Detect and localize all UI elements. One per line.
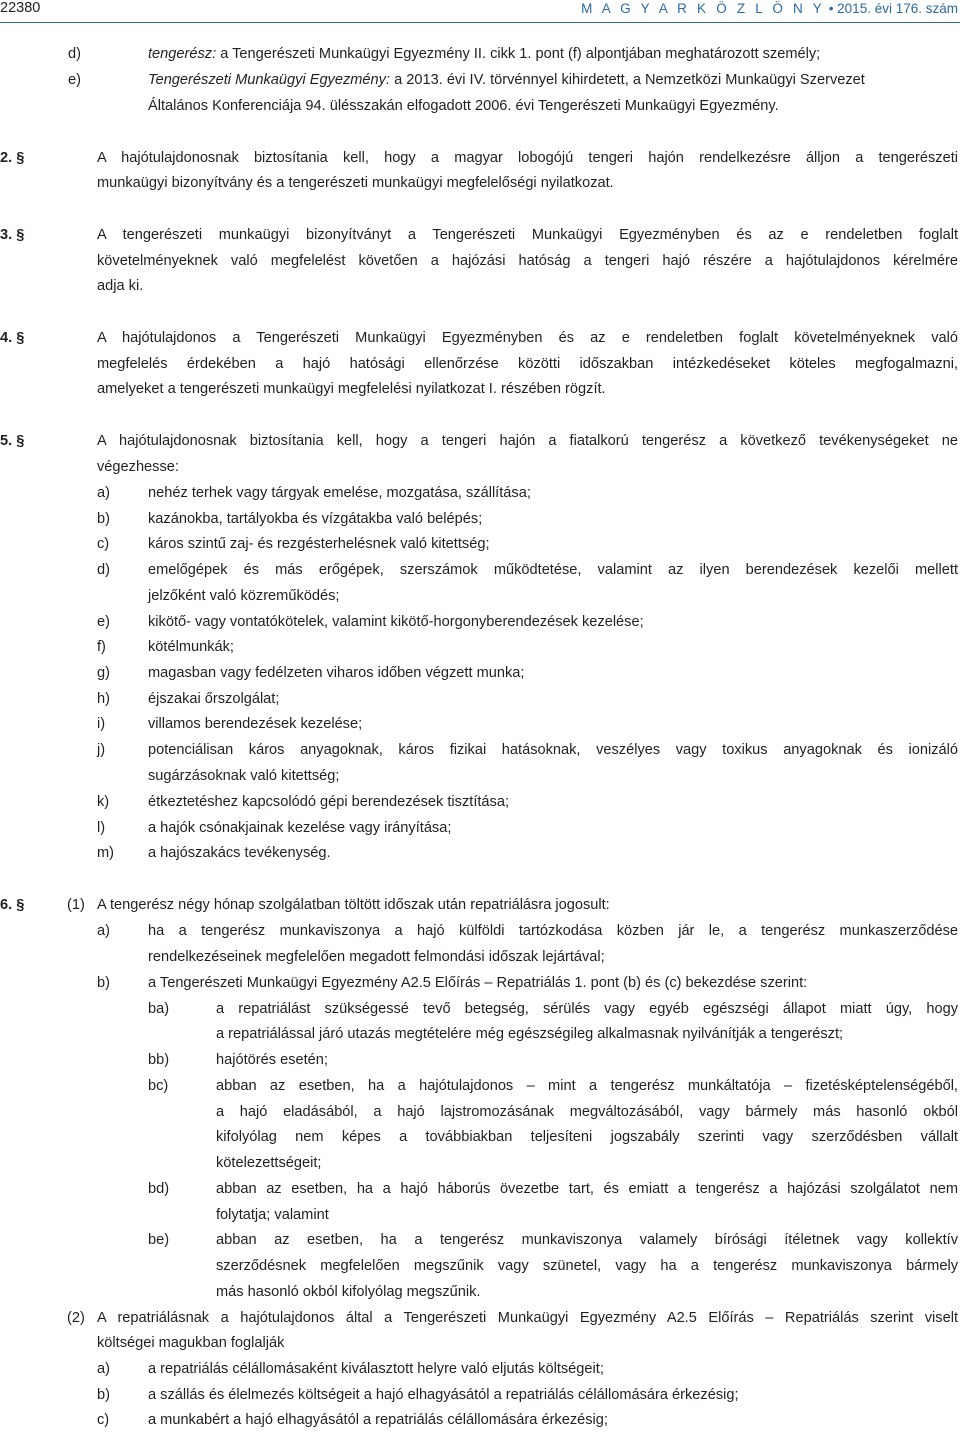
s6-bb-text: hajótörés esetén; xyxy=(216,1052,328,1068)
s5-item-i-label: i) xyxy=(97,716,106,732)
page-header xyxy=(0,0,960,22)
s6-p2-a-label: a) xyxy=(97,1361,110,1377)
s6-bb-label: bb) xyxy=(148,1052,170,1068)
section-3-line2: követelményeknek való megfelelést követően a hajózási hatóság a tengeri hajó részére a hajótulajdonos kérelmére xyxy=(97,253,958,269)
s5-item-e-text: kikötő- vagy vontatókötelek, valamint kikötő-horgonyberendezések kezelése; xyxy=(148,614,644,630)
s5-item-a-text: nehéz terhek vagy tárgyak emelése, mozgatása, szállítása; xyxy=(148,485,531,501)
def-e-label: e) xyxy=(68,72,81,88)
section-5-number: 5. § xyxy=(0,433,25,449)
page-number: 22380 xyxy=(0,0,41,16)
def-e-line2: Általános Konferenciája 94. ülésszakán elfogadott 2006. évi Tengerészeti Munkaügyi Egyezmény. xyxy=(148,98,779,114)
section-4-line2: megfelelés érdekében a hajó hatósági ellenőrzése közötti időszakban intézkedéseket köteles megfogalmazni, xyxy=(97,356,958,372)
s6-a-label: a) xyxy=(97,923,110,939)
s6-ba-label: ba) xyxy=(148,1001,170,1017)
s5-item-h-text: éjszakai őrszolgálat; xyxy=(148,691,280,707)
s5-item-d-label: d) xyxy=(97,562,110,578)
s5-item-j-label: j) xyxy=(97,742,106,758)
section-3-line1: A tengerészeti munkaügyi bizonyítványt a Tengerészeti Munkaügyi Egyezményben és az e rendeletben foglalt xyxy=(97,227,958,243)
s5-item-k-label: k) xyxy=(97,794,110,810)
s6-p2-line2: költségei magukban foglalják xyxy=(97,1335,285,1351)
s5-item-j-text: potenciálisan káros anyagoknak, káros fizikai hatásoknak, veszélyes vagy toxikus anyagoknak és ionizáló xyxy=(148,742,958,758)
journal-name: M A G Y A R K Ö Z L Ö N Y xyxy=(581,1,825,16)
def-e-body: a 2013. évi IV. törvénnyel kihirdetett, a Nemzetközi Munkaügyi Szervezet xyxy=(390,72,865,88)
def-e-text xyxy=(148,73,865,88)
issue-label: • 2015. évi 176. szám xyxy=(828,1,958,16)
s6-p2-line1: A repatriálásnak a hajótulajdonos által a Tengerészeti Munkaügyi Egyezmény A2.5 Előírás – Repatriálás szerint viselt xyxy=(97,1310,958,1326)
s6-p2-b-label: b) xyxy=(97,1387,110,1403)
def-d-text xyxy=(148,47,820,62)
s6-b-label: b) xyxy=(97,975,110,991)
s6-be-line1: abban az esetben, ha a tengerész munkaviszonya valamely bírósági ítéletnek vagy kollektív xyxy=(216,1232,958,1248)
section-3-number: 3. § xyxy=(0,227,25,243)
section-5-line2: végezhesse: xyxy=(97,459,179,475)
s6-p2-c-text: a munkabért a hajó elhagyásától a repatriálás célállomására érkezésig; xyxy=(148,1412,608,1428)
s5-item-g-text: magasban vagy fedélzeten viharos időben végzett munka; xyxy=(148,665,525,681)
s5-item-d-text2: jelzőként való közreműködés; xyxy=(148,588,340,604)
s6-bc-line4: kötelezettségeit; xyxy=(216,1155,322,1171)
section-4-number: 4. § xyxy=(0,330,25,346)
journal-title xyxy=(581,1,958,16)
s6-bd-line2: folytatja; valamint xyxy=(216,1207,329,1223)
def-d-label: d) xyxy=(68,46,81,62)
s6-be-label: be) xyxy=(148,1232,170,1248)
s5-item-c-text: káros szintű zaj- és rezgésterhelésnek való kitettség; xyxy=(148,536,490,552)
s6-ba-line2: a repatriálással járó utazás megtételére még egészségileg alkalmasnak nyilvánítják a tengerészt; xyxy=(216,1026,844,1042)
s5-item-d-text: emelőgépek és más erőgépek, szerszámok működtetése, valamint az ilyen berendezések kezelői mellett xyxy=(148,562,958,578)
s6-p2-a-text: a repatriálás célállomásaként kiválasztott helyre való eljutás költségeit; xyxy=(148,1361,604,1377)
s6-be-line2: szerződésnek megfelelően megszűnik vagy szünetel, vagy ha a tengerész munkaviszonya bármely xyxy=(216,1258,958,1274)
section-4-line1: A hajótulajdonos a Tengerészeti Munkaügyi Egyezményben és az e rendeletben foglalt követelményeknek való xyxy=(97,330,958,346)
s5-item-c-label: c) xyxy=(97,536,110,552)
s6-bc-line2: a hajó eladásából, a hajó lajstromozásának megváltozásából, vagy bármely más hasonló okból xyxy=(216,1104,958,1120)
s5-item-l-text: a hajók csónakjainak kezelése vagy irányítása; xyxy=(148,820,452,836)
section-2-line1: A hajótulajdonosnak biztosítania kell, hogy a magyar lobogójú tengeri hajón rendelkezésre álljon a tengerészeti xyxy=(97,150,958,166)
def-d-term: tengerész: xyxy=(148,46,217,62)
s6-bd-line1: abban az esetben, ha a hajó háborús övezetbe tart, és emiatt a tengerész a hajózási szolgálatot nem xyxy=(216,1181,958,1197)
s6-bd-label: bd) xyxy=(148,1181,170,1197)
s5-item-g-label: g) xyxy=(97,665,110,681)
s5-item-e-label: e) xyxy=(97,614,110,630)
s5-item-b-label: b) xyxy=(97,511,110,527)
header-rule xyxy=(0,22,960,23)
s6-b-text: a Tengerészeti Munkaügyi Egyezmény A2.5 Előírás – Repatriálás 1. pont (b) és (c) bekezdése szerint: xyxy=(148,975,808,991)
s5-item-j-text2: sugárzásoknak való kitettség; xyxy=(148,768,340,784)
s6-bc-line3: kifolyólag nem képes a továbbiakban teljesíteni jogszabály szerinti vagy szerződésben vállalt xyxy=(216,1129,958,1145)
def-e-term: Tengerészeti Munkaügyi Egyezmény: xyxy=(148,72,391,88)
section-4-line3: amelyeket a tengerészeti munkaügyi megfelelési nyilatkozat I. részében rögzít. xyxy=(97,381,606,397)
section-6-number: 6. § xyxy=(0,897,25,913)
s5-item-m-text: a hajószakács tevékenység. xyxy=(148,845,331,861)
s5-item-f-text: kötélmunkák; xyxy=(148,639,234,655)
s5-item-b-text: kazánokba, tartályokba és vízgátakba való belépés; xyxy=(148,511,483,527)
s6-p2-b-text: a szállás és élelmezés költségeit a hajó elhagyásától a repatriálás célállomására érkezésig; xyxy=(148,1387,739,1403)
s6-be-line3: más hasonló okból kifolyólag megszűnik. xyxy=(216,1284,481,1300)
s6-p2-label: (2) xyxy=(67,1310,85,1326)
s5-item-i-text: villamos berendezések kezelése; xyxy=(148,716,363,732)
s6-a-line1: ha a tengerész munkaviszonya a hajó külföldi tartózkodása közben jár le, a tengerész munkaszerződése xyxy=(148,923,958,939)
s5-item-f-label: f) xyxy=(97,639,106,655)
def-d-body: a Tengerészeti Munkaügyi Egyezmény II. cikk 1. pont (f) alpontjában meghatározott személy; xyxy=(216,46,821,62)
s6-p2-c-label: c) xyxy=(97,1412,110,1428)
s5-item-a-label: a) xyxy=(97,485,110,501)
s5-item-h-label: h) xyxy=(97,691,110,707)
section-3-line3: adja ki. xyxy=(97,278,144,294)
section-2-number: 2. § xyxy=(0,150,25,166)
s5-item-l-label: l) xyxy=(97,820,106,836)
section-5-line1: A hajótulajdonosnak biztosítania kell, hogy a tengeri hajón a fiatalkorú tengerész a következő tevékenységeket ne xyxy=(97,433,958,449)
section-2-line2: munkaügyi bizonyítvány és a tengerészeti munkaügyi megfelelőségi nyilatkozat. xyxy=(97,175,614,191)
s5-item-m-label: m) xyxy=(97,845,115,861)
s5-item-k-text: étkeztetéshez kapcsolódó gépi berendezések tisztítása; xyxy=(148,794,510,810)
s6-p1-label: (1) xyxy=(67,897,85,913)
s6-bc-label: bc) xyxy=(148,1078,169,1094)
s6-a-line2: rendelkezéseinek megfelelően megadott felmondási időszak lejártával; xyxy=(148,949,605,965)
s6-bc-line1: abban az esetben, ha a hajótulajdonos – mint a tengerész munkáltatója – fizetésképtelenségéből, xyxy=(216,1078,958,1094)
s6-p1-text: A tengerész négy hónap szolgálatban töltött időszak után repatriálásra jogosult: xyxy=(97,897,610,913)
s6-ba-line1: a repatriálást szükségessé tevő betegség, sérülés vagy egyéb egészségi állapot miatt úgy, hogy xyxy=(216,1001,958,1017)
